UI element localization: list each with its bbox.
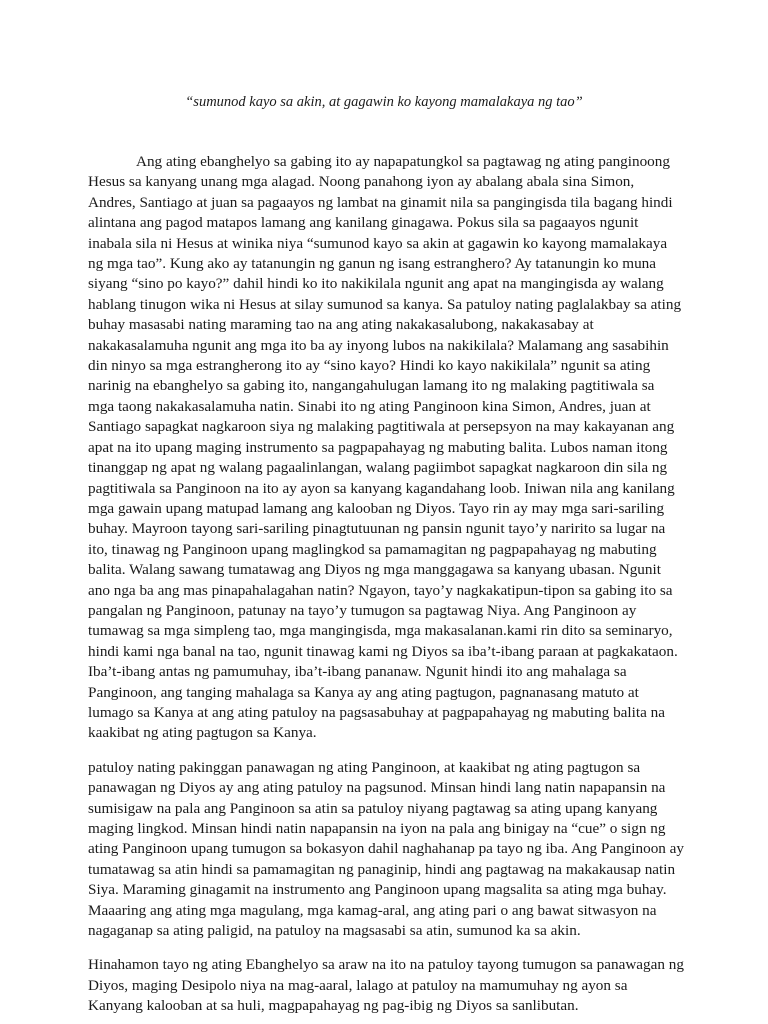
paragraph-3: Hinahamon tayo ng ating Ebanghelyo sa araw na ito na patuloy tayong tumugon sa panawagan ng Diyos, maging Desipolo niya na mag-aaral, lalago at patuloy na mamumuhay ng ayon sa Kanyang kalooban at sa huli, magpapahayag ng pag-ibig ng Diyos sa sanlibutan. (88, 956, 684, 1015)
paragraph-2: patuloy nating pakinggan panawagan ng ating Panginoon, at kaakibat ng ating pagtugon sa panawagan ng Diyos ay ang ating patuloy na pagsunod. Minsan hindi lang natin napapansin na sumisigaw na pala ang Panginoon sa atin sa patuloy niyang pagtawag sa ating upang kanyang maging lingkod. Minsan hindi natin napapansin na iyon na pala ang binigay na “cue” o sign ng ating Panginoon upang tumugon sa bokasyon dahil naghahanap pa tayo ng iba. Ang Panginoon ay tumatawag sa atin hindi sa pamamagitan ng panaginip, hindi ang pagtawag na makakausap natin Siya. Maraming ginagamit na instrumento ang Panginoon upang magsalita sa ating mga buhay. Maaaring ang ating mga magulang, mga kamag-aral, ang ating pari o ang bawat sitwasyon na nagaganap sa ating paligid, na patuloy na magsasabi sa atin, sumunod ka sa akin. (88, 758, 685, 940)
document-title: “sumunod kayo sa akin, at gagawin ko kayong mamalakaya ng tao” (185, 94, 583, 110)
paragraph-1: Ang ating ebanghelyo sa gabing ito ay napapatungkol sa pagtawag ng ating panginoong Hesus sa kanyang unang mga alagad. Noong panahong iyon ay abalang abala sina Simon, Andres, Santiago at juan sa pagaayos ng lambat na ginamit nila sa pangingisda tila bagang hindi alintana ang pagod matapos lamang ang kanilang ginagawa. Pokus sila sa pagaayos ngunit inabala sila ni Hesus at winika niya “sumunod kayo sa akin at gagawin ko kayong mamalakaya ng mga tao”. Kung ako ay tatanungin ng ganun ng isang estranghero? Ay tatanungin ko muna siyang “sino po kayo?” dahil hindi ko ito nakikilala ngunit ang apat na mangingisda ay walang hablang tinugon wika ni Hesus at silay sumunod sa kanya. Sa patuloy nating paglalakbay sa ating buhay masasabi nating maraming tao na ang ating nakakasalubong, nakakasabay at nakakasalamuha ngunit ang mga ito ba ay inyong lubos na nakikilala? Malamang ang sasabihin din ninyo sa mga estrangherong ito ay “sino kayo? Hindi ko kayo nakikilala” ngunit sa ating narinig na ebanghelyo sa gabing ito, nangangahulugan lamang ito ng malaking pagtitiwala sa mga taong nakakasalamuha natin. Sinabi ito ng ating Panginoon kina Simon, Andres, juan at Santiago sapagkat nagkaroon siya ng malaking pagtitiwala at persepsyon na may kakayanan ang apat na ito upang maging instrumento sa pagpapahayag ng mabuting balita. Lubos naman itong tinanggap ng apat ng walang pagaalinlangan, walang pagiimbot sapagkat nagkaroon din sila ng pagtitiwala sa Panginoon na ito ay ayon sa kanyang kagandahang loob. Iniwan nila ang kanilang mga gawain upang matupad lamang ang kalooban ng Diyos. Tayo rin ay may mga sari-sariling buhay. Mayroon tayong sari-sariling pinagtutuunan ng pansin ngunit tayo’y naririto sa lugar na ito, tinawag ng Panginoon upang maglingkod sa pamamagitan ng pagpapahayag ng mabuting balita. Walang sawang tumatawag ang Diyos ng mga manggagawa sa kanyang ubasan. Ngunit ano nga ba ang mas pinapahalagahan natin? Ngayon, tayo’y nagkakatipun-tipon sa gabing ito sa pangalan ng Panginoon, patunay na tayo’y tumugon sa pagtawag Niya. Ang Panginoon ay tumawag sa mga simpleng tao, mga mangingisda, mga makasalanan.kami rin dito sa seminaryo, hindi kami nga banal na tao, ngunit tinawag kami ng Diyos sa iba’t-ibang paraan at pagkakataon. Iba’t-ibang antas ng pamumuhay, iba’t-ibang pananaw. Ngunit hindi ito ang mahalaga sa Panginoon, ang tanging mahalaga sa Kanya ay ang ating pagtugon, pagnanasang matuto at lumago sa Kanya at ang ating patuloy na pagsasabuhay at pagpapahayag ng mabuting balita na kaakibat ng ating pagtugon sa Kanya. (88, 153, 682, 742)
document-body (88, 152, 684, 1017)
